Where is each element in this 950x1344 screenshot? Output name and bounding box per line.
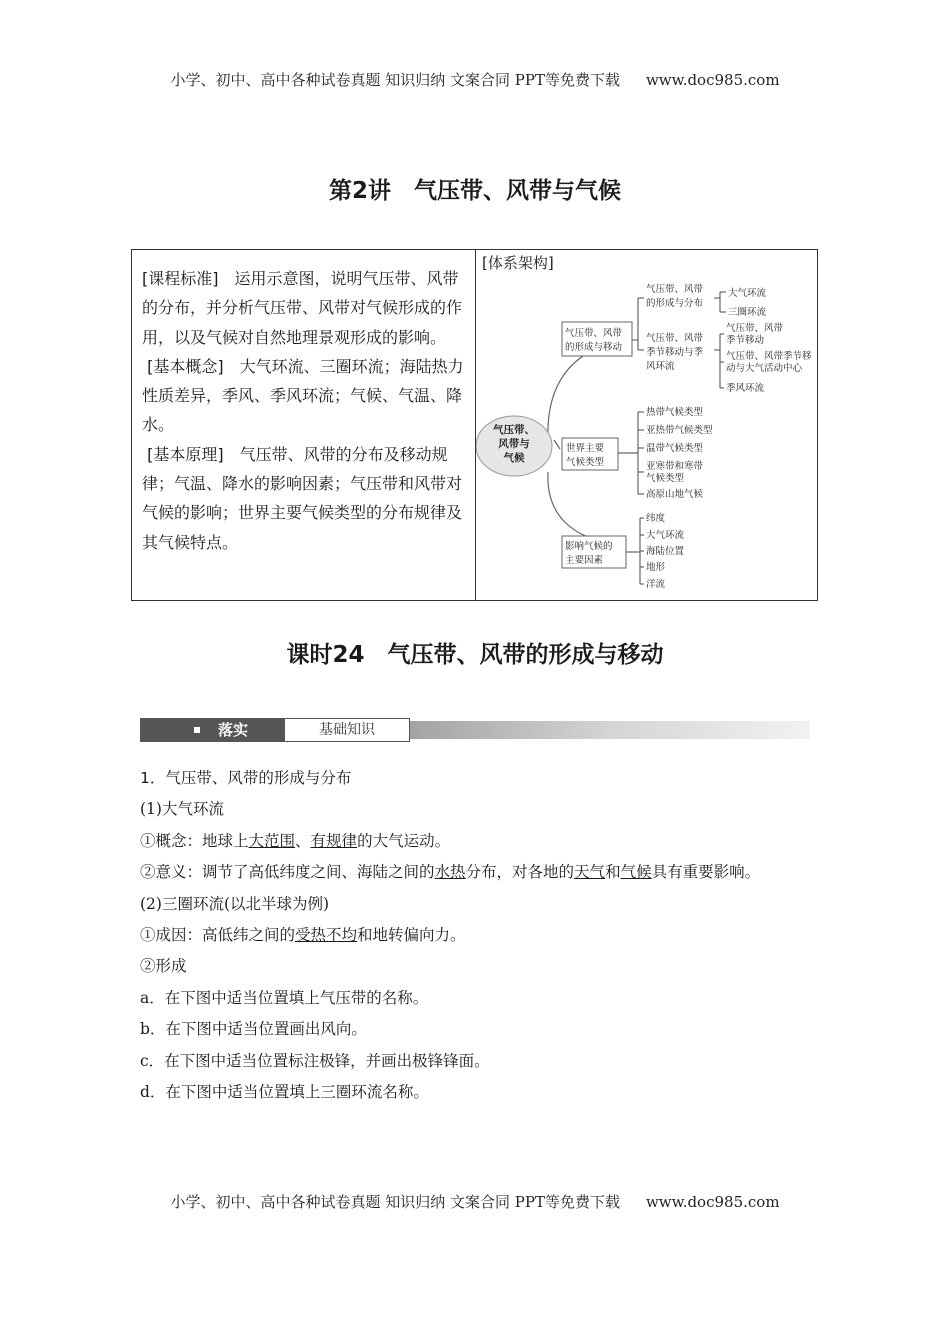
content-heading: 1．气压带、风带的形成与分布	[140, 769, 352, 787]
basic-concepts	[142, 352, 465, 440]
climate-leaf-3: 温带气候类型	[646, 443, 704, 454]
basic-concepts-text: 大气环流、三圈环流；海陆热力性质差异，季风、季风环流；气候、气温、降水。	[142, 356, 464, 435]
banner-dark-tab	[140, 718, 284, 742]
factor-leaf-5: 洋流	[646, 579, 666, 590]
edge-center-branch2	[554, 440, 560, 449]
banner-dark-label: 落实	[218, 721, 249, 739]
task-a: a．在下图中适当位置填上气压带的名称。	[140, 988, 429, 1007]
course-standard-label: [课程标准]	[142, 269, 219, 288]
factor-leaf-2: 大气环流	[646, 530, 685, 541]
concept-pre: ①概念：地球上	[140, 831, 249, 850]
climate-leaf-4-line-1: 亚寒带和寒带	[646, 461, 704, 472]
header-site-link[interactable]: www.doc985.com	[645, 71, 780, 89]
framework-table	[131, 249, 818, 601]
framework-standards-cell	[132, 250, 476, 600]
sub2-leaf-2-line-2: 动与大气活动中心	[726, 363, 803, 374]
center-line-2: 风带与	[498, 438, 530, 450]
climate-leaf-2: 亚热带气候类型	[646, 425, 713, 436]
sub1-leaf-2: 三圈环流	[728, 307, 767, 318]
concept-line	[140, 829, 820, 860]
cause-line	[140, 923, 820, 954]
course-standard	[142, 264, 465, 352]
task-c: c．在下图中适当位置标注极锋，并画出极锋锋面。	[140, 1051, 490, 1070]
structure-title: [体系架构]	[482, 254, 554, 272]
factor-leaf-1: 纬度	[646, 513, 666, 524]
significance-line	[140, 860, 820, 891]
answer-uneven-heating: 受热不均	[295, 925, 358, 944]
basic-principles	[142, 440, 465, 557]
branch1-line-2: 的形成与移动	[565, 342, 623, 353]
significance-mid1: 分布，对各地的	[465, 863, 575, 882]
sub2-leaf-3: 季风环流	[726, 383, 765, 394]
answer-weather: 天气	[574, 863, 606, 882]
lesson-content	[140, 766, 820, 1111]
section-three-cell-circulation: (2)三圈环流(以北半球为例)	[140, 894, 330, 913]
lesson-title: 课时24 气压带、风带的形成与移动	[286, 642, 664, 668]
chapter-title: 第2讲 气压带、风带与气候	[328, 178, 621, 204]
sub2-leaf-1-line-1: 气压带、风带	[726, 323, 784, 334]
concept-mindmap	[476, 250, 818, 600]
sub2-line-3: 风环流	[646, 361, 675, 372]
framework-structure-cell	[476, 250, 818, 600]
header-text: 小学、初中、高中各种试卷真题 知识归纳 文案合同 PPT等免费下载	[170, 71, 620, 89]
concept-sep: 、	[295, 831, 311, 850]
center-line-1: 气压带、	[493, 424, 535, 436]
branch3-line-2: 主要因素	[565, 555, 604, 566]
sub2-line-1: 气压带、风带	[646, 333, 704, 344]
footer-site-link[interactable]: www.doc985.com	[645, 1193, 780, 1211]
significance-pre: ②意义：调节了高低纬度之间、海陆之间的	[140, 863, 435, 882]
significance-mid2: 和	[605, 863, 621, 882]
climate-leaf-5: 高原山地气候	[646, 489, 704, 500]
branch2-line-2: 气候类型	[566, 457, 605, 468]
edge-center-branch3	[548, 472, 626, 546]
task-d: d．在下图中适当位置填上三圈环流名称。	[140, 1082, 429, 1101]
concept-post: 的大气运动。	[357, 831, 451, 850]
branch3-line-1: 影响气候的	[565, 541, 613, 552]
branch1-line-1: 气压带、风带	[565, 328, 623, 339]
course-standard-text: 运用示意图，说明气压带、风带的分布，并分析气压带、风带对气候形成的作用，以及气候对自然地理景观形成的影响。	[142, 269, 463, 347]
factor-leaf-4: 地形	[646, 562, 666, 573]
answer-water-heat: 水热	[434, 863, 466, 882]
branch2-line-1: 世界主要	[566, 443, 605, 454]
answer-regular: 有规律	[310, 831, 358, 850]
section-banner	[140, 718, 810, 742]
basic-concepts-label: [基本概念]	[147, 356, 224, 376]
square-bullet-icon	[194, 727, 200, 733]
basic-principles-label: [基本原理]	[147, 444, 224, 464]
section-atmospheric-circulation: (1)大气环流	[140, 800, 224, 819]
sub1-leaf-1: 大气环流	[728, 288, 767, 299]
footer-text: 小学、初中、高中各种试卷真题 知识归纳 文案合同 PPT等免费下载	[170, 1193, 620, 1211]
sub2-leaf-2-line-1: 气压带、风带季节移	[726, 351, 812, 362]
sub2-line-2: 季节移动与季	[646, 347, 704, 358]
significance-post: 具有重要影响。	[651, 863, 761, 882]
factor-leaf-3: 海陆位置	[646, 546, 685, 557]
formation-line: ②形成	[140, 957, 187, 976]
answer-large-scale: 大范围	[248, 831, 296, 850]
task-b: b．在下图中适当位置画出风向。	[140, 1020, 367, 1039]
basic-principles-text: 气压带、风带的分布及移动规律；气温、降水的影响因素；气压带和风带对气候的影响；世界主要气候类型的分布规律及其气候特点。	[142, 444, 463, 552]
climate-leaf-1: 热带气候类型	[646, 407, 704, 418]
page-header	[0, 69, 950, 90]
sub1-line-1: 气压带、风带	[646, 284, 704, 295]
center-line-3: 气候	[503, 452, 525, 464]
sub2-leaf-1-line-2: 季节移动	[726, 335, 765, 346]
page-footer	[0, 1191, 950, 1212]
cause-pre: ①成因：高低纬之间的	[140, 925, 296, 944]
answer-climate: 气候	[620, 863, 652, 882]
banner-light-label: 基础知识	[284, 718, 410, 742]
sub1-line-2: 的形成与分布	[646, 298, 704, 309]
climate-leaf-4-line-2: 气候类型	[646, 473, 685, 484]
cause-post: 和地转偏向力。	[357, 925, 466, 944]
